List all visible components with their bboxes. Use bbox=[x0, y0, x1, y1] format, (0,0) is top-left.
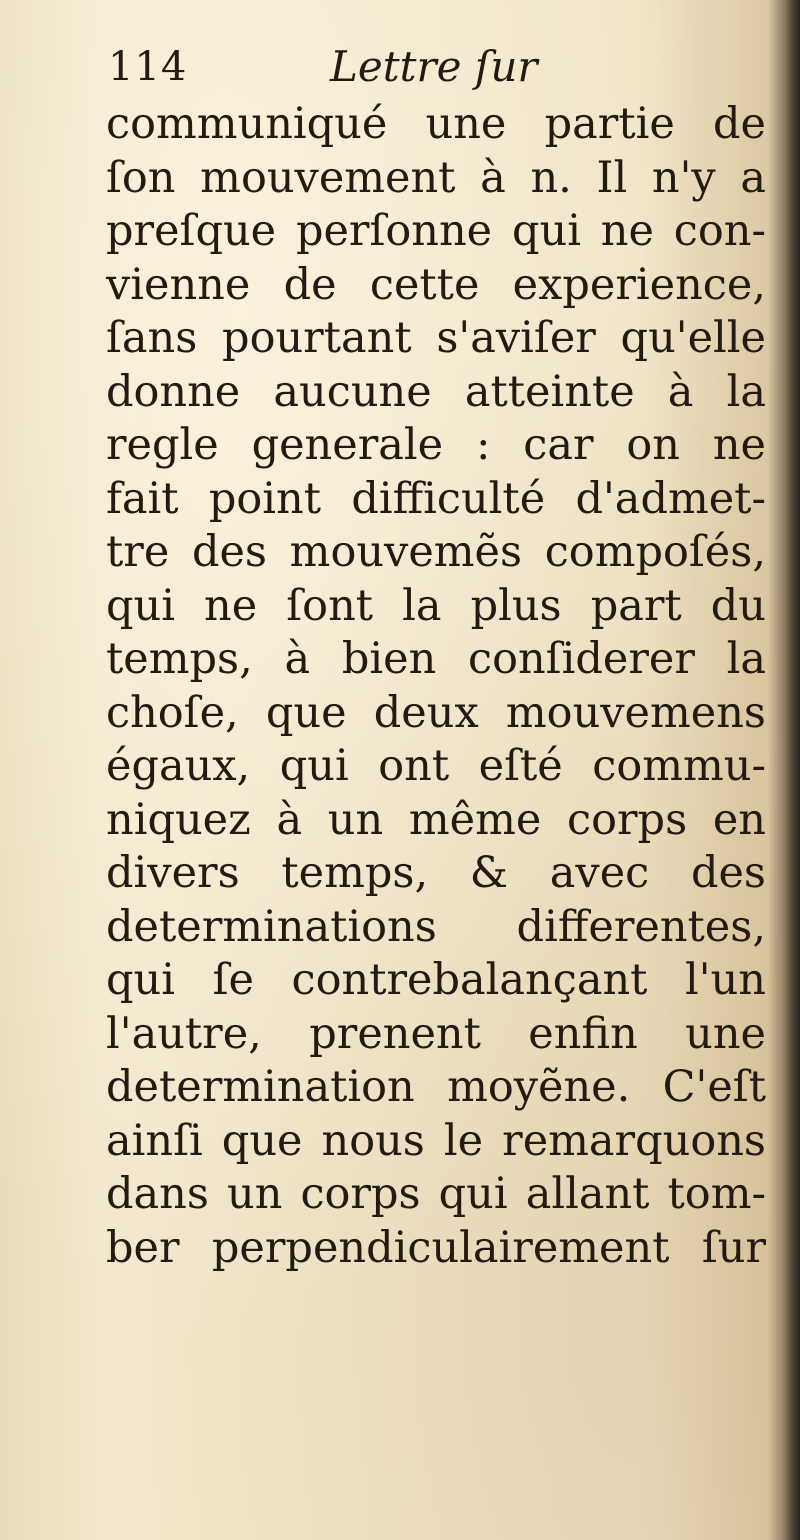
text-line: temps, à bien conſiderer la bbox=[106, 634, 766, 684]
page-header bbox=[108, 40, 708, 100]
running-title: Lettre ſur bbox=[330, 42, 538, 91]
text-line: ſon mouvement à n. Il n'y a bbox=[106, 152, 766, 203]
text-line: ſans pourtant s'aviſer qu'elle bbox=[106, 313, 766, 363]
text-line: ainſi que nous le remarquons bbox=[106, 1115, 766, 1166]
text-line: égaux, qui ont eſté commu- bbox=[106, 741, 766, 791]
text-line: determinations differentes, bbox=[106, 901, 766, 952]
text-line: dans un corps qui allant tom- bbox=[106, 1169, 766, 1219]
text-line: qui ſe contrebalançant l'un bbox=[106, 955, 766, 1005]
text-line: divers temps, & avec des bbox=[106, 848, 766, 898]
text-line: determination moyẽne. C'eſt bbox=[106, 1062, 766, 1112]
text-line: tre des mouvemẽs compoſés, bbox=[106, 527, 766, 577]
text-line: niquez à un même corps en bbox=[106, 794, 766, 845]
text-line: choſe, que deux mouvemens bbox=[106, 687, 766, 738]
text-line: fait point difficulté d'admet- bbox=[106, 473, 766, 524]
body-text bbox=[106, 98, 766, 1275]
text-line: communiqué une partie de bbox=[106, 99, 766, 149]
text-line: qui ne ſont la plus part du bbox=[106, 580, 766, 631]
text-line: ber perpendiculairement ſur bbox=[106, 1222, 766, 1273]
text-line: regle generale : car on ne bbox=[106, 420, 766, 470]
text-line: preſque perſonne qui ne con- bbox=[106, 206, 766, 256]
page-edge bbox=[782, 0, 800, 1540]
text-line: donne aucune atteinte à la bbox=[106, 366, 766, 417]
text-line: l'autre, prenent enfin une bbox=[106, 1008, 766, 1059]
page-number: 114 bbox=[108, 44, 188, 90]
text-line: vienne de cette experience, bbox=[106, 259, 766, 310]
